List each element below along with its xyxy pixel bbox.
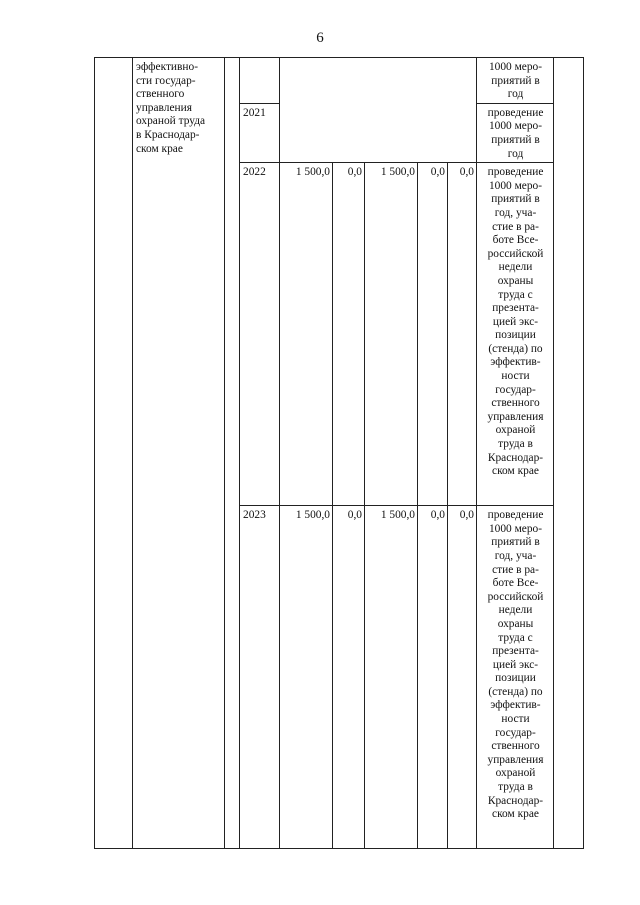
federal-budget-cell: 0,0	[333, 506, 365, 849]
total-amount-cell: 1 500,0	[280, 506, 333, 849]
executor-cell	[554, 58, 584, 849]
table-row	[95, 58, 584, 104]
result-cell: проведение 1000 меро- приятий в год, уча- стие в ра- боте Все- российской недели охраны труда с презента- цией экс- позиции (стенда) по эффектив- ности государ- ственного управления охраной труда в Краснодар- ском крае	[477, 163, 554, 506]
year-cell: 2022	[240, 163, 280, 506]
result-cell: 1000 меро- приятий в год	[477, 58, 554, 104]
year-cell: 2021	[240, 103, 280, 162]
result-cell: проведение 1000 меро- приятий в год	[477, 103, 554, 162]
total-amount-cell: 1 500,0	[280, 163, 333, 506]
year-cell	[240, 58, 280, 104]
federal-budget-cell: 0,0	[333, 163, 365, 506]
other-sources-cell: 0,0	[448, 506, 477, 849]
year-cell: 2023	[240, 506, 280, 849]
local-budget-cell: 0,0	[418, 163, 448, 506]
other-sources-cell: 0,0	[448, 163, 477, 506]
local-budget-cell: 0,0	[418, 506, 448, 849]
program-table	[94, 57, 584, 849]
finance-merged-cell	[280, 58, 477, 163]
status-cell	[225, 58, 240, 849]
regional-budget-cell: 1 500,0	[365, 163, 418, 506]
result-cell: проведение 1000 меро- приятий в год, уча- стие в ра- боте Все- российской недели охраны труда с презента- цией экс- позиции (стенда) по эффектив- ности государ- ственного управления охраной труда в Краснодар- ском крае	[477, 506, 554, 849]
activity-name-cell: эффективно- сти государ- ственного управления охраной труда в Краснодар- ском крае	[133, 58, 225, 849]
page-number: 6	[316, 30, 324, 46]
regional-budget-cell: 1 500,0	[365, 506, 418, 849]
index-cell	[95, 58, 133, 849]
